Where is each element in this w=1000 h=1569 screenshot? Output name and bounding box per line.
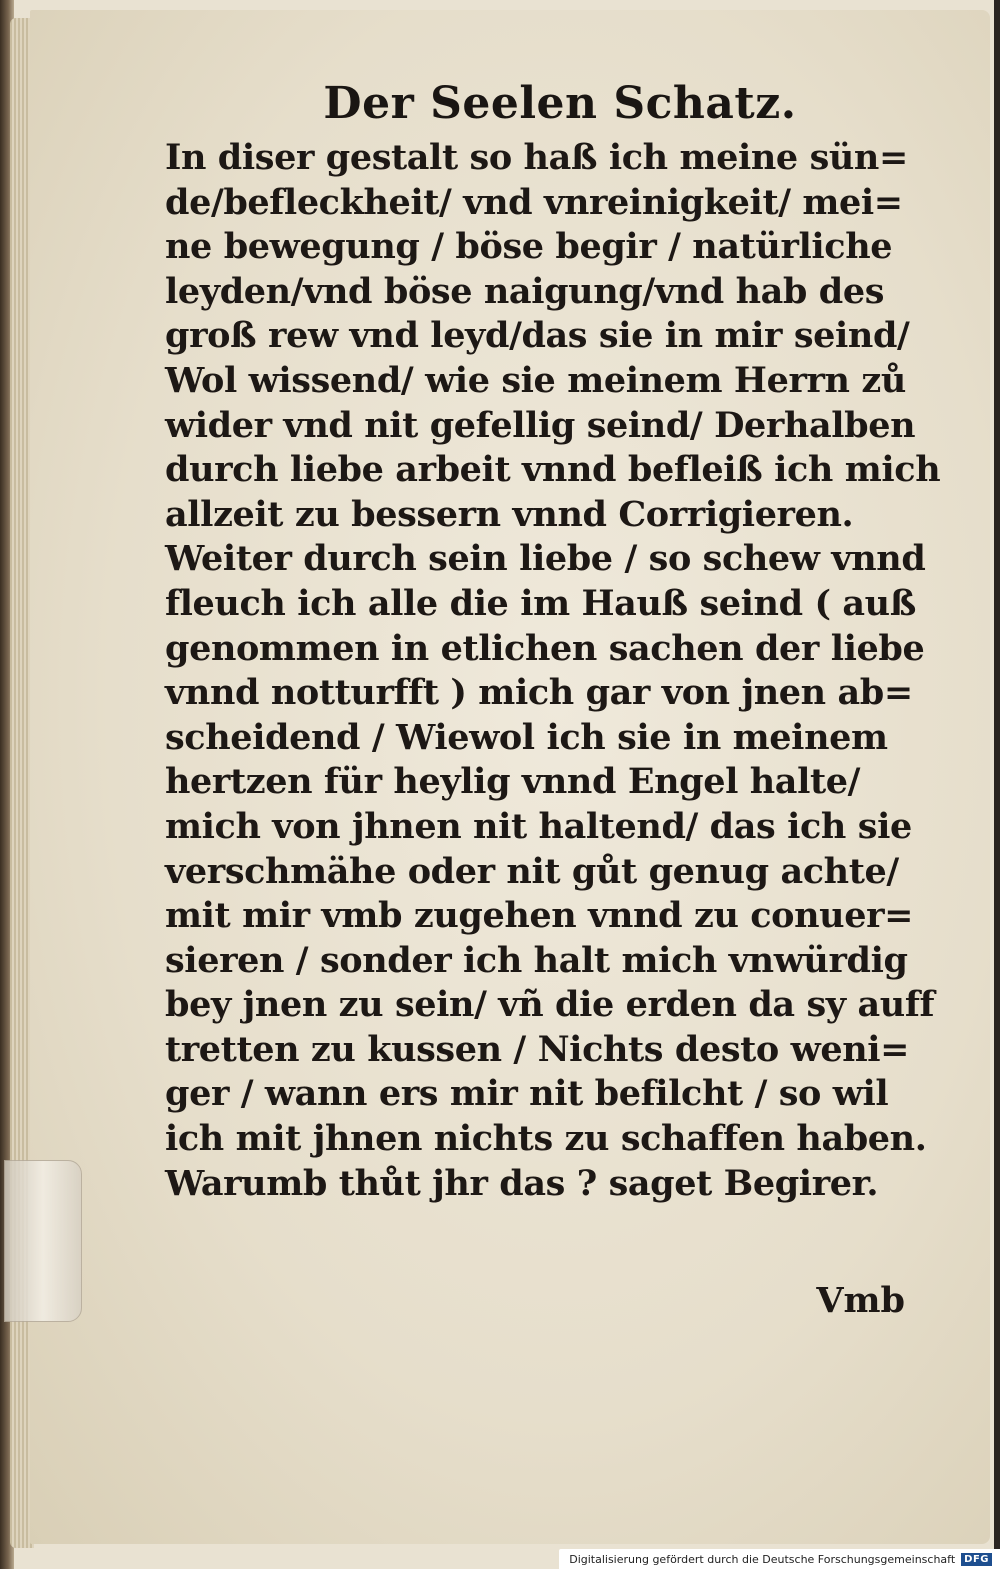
text-line: hertzen für heylig vnnd Engel halte/ [165,761,860,803]
page-clip [4,1160,82,1322]
text-line: de/befleckheit/ vnd vnreinigkeit/ mei= [165,181,903,223]
dfg-logo: DFG [961,1553,992,1566]
text-line: ne bewegung / böse begir / natürliche [165,226,893,268]
text-line: Warumb thůt jhr das ? saget Begirer. [165,1162,879,1204]
text-line: leyden/vnd böse naigung/vnd hab des [165,270,885,312]
text-line: verschmähe oder nit gůt genug achte/ [165,850,899,892]
credit-text: Digitalisierung gefördert durch die Deutsche Forschungsgemeinschaft [569,1552,956,1566]
text-line: mit mir vmb zugehen vnnd zu conuer= [165,895,914,937]
text-line: durch liebe arbeit vnnd befleiß ich mich [165,449,941,491]
text-line: genommen in etlichen sachen der liebe [165,627,925,669]
text-line: tretten zu kussen / Nichts desto weni= [165,1028,910,1070]
book-frame-right [994,0,1000,1569]
text-line: bey jnen zu sein/ vñ die erden da sy auff [165,984,935,1026]
text-line: Weiter durch sein liebe / so schew vnnd [165,538,926,580]
text-line: wider vnd nit gefellig seind/ Derhalben [165,404,916,446]
text-line: vnnd notturfft ) mich gar von jnen ab= [165,672,913,714]
text-line: groß rew vnd leyd/das sie in mir seind/ [165,315,910,357]
text-line: In diser gestalt so haß ich meine sün= [165,137,908,178]
page-text [165,78,941,1206]
text-line: ger / wann ers mir nit befilcht / so wil [165,1073,889,1115]
text-line: mich von jhnen nit haltend/ das ich sie [165,805,912,847]
text-line: scheidend / Wiewol ich sie in meinem [165,716,888,758]
catchword: Vmb [816,1280,905,1321]
text-line: ich mit jhnen nichts zu schaffen haben. [165,1118,927,1160]
digitization-credit-bar [559,1549,1000,1569]
text-line: allzeit zu bessern vnnd Corrigieren. [165,493,854,535]
text-line: fleuch ich alle die im Hauß seind ( auß [165,582,916,624]
text-line: Wol wissend/ wie sie meinem Herrn zů [165,359,906,401]
page-title: Der Seelen Schatz. [323,78,797,129]
text-line: sieren / sonder ich halt mich vnwürdig [165,939,908,981]
